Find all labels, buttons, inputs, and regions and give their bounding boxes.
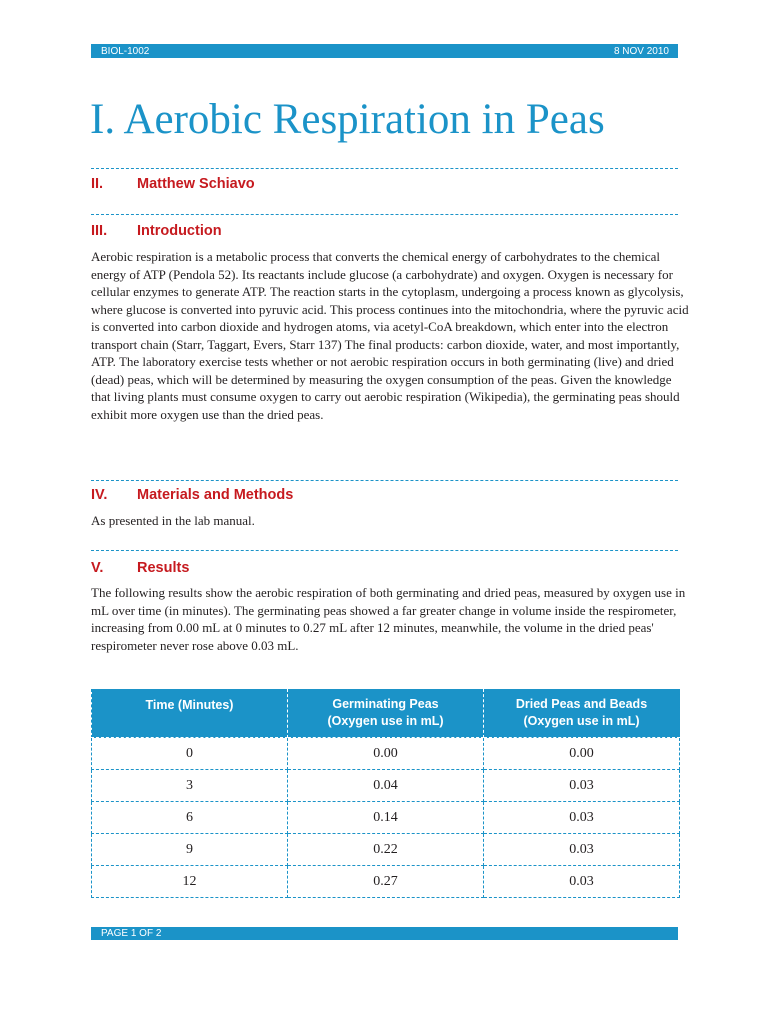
header-dried: Dried Peas and Beads (Oxygen use in mL): [484, 689, 680, 738]
author-heading: [91, 175, 255, 193]
germinating-cell: 0.04: [288, 770, 484, 802]
header-time: Time (Minutes): [92, 689, 288, 738]
results-heading: [91, 559, 189, 577]
table-row: [92, 834, 680, 866]
introduction-heading: [91, 222, 222, 240]
time-cell: 0: [92, 738, 288, 770]
course-code: BIOL-1002: [101, 45, 150, 57]
section-divider: [91, 550, 678, 551]
results-table: [91, 689, 680, 898]
table-row: [92, 802, 680, 834]
section-number: IV.: [91, 487, 108, 503]
table-row: [92, 770, 680, 802]
germinating-cell: 0.27: [288, 866, 484, 898]
section-title: Results: [137, 560, 190, 576]
dried-cell: 0.03: [484, 866, 680, 898]
dried-cell: 0.00: [484, 738, 680, 770]
methods-heading: [91, 486, 293, 504]
header-date: 8 NOV 2010: [613, 45, 669, 57]
table-row: [92, 738, 680, 770]
dried-cell: 0.03: [484, 770, 680, 802]
section-number: V.: [91, 560, 104, 576]
dried-cell: 0.03: [484, 802, 680, 834]
methods-body: As presented in the lab manual.: [91, 513, 255, 528]
table-header-row: [92, 689, 680, 738]
time-cell: 3: [92, 770, 288, 802]
section-divider: [91, 480, 678, 481]
dried-cell: 0.03: [484, 834, 680, 866]
section-number: II.: [91, 176, 104, 192]
table-row: [92, 866, 680, 898]
results-body: The following results show the aerobic respiration of both germinating and dried peas, measured by oxygen use in mL over time (in minutes). The germinating peas showed a far greater change in volume inside the respirometer, increasing from 0.00 mL at 0 minutes to 0.27 mL after 12 minutes, meanwhile, the volume in the dried peas' respirometer never rose above 0.03 mL.: [91, 585, 686, 653]
document-title: I. Aerobic Respiration in Peas: [90, 96, 605, 143]
section-title: Materials and Methods: [137, 487, 294, 503]
germinating-cell: 0.22: [288, 834, 484, 866]
header-bar: [91, 44, 678, 58]
section-divider: [91, 168, 678, 169]
time-cell: 12: [92, 866, 288, 898]
section-divider: [91, 214, 678, 215]
introduction-body: Aerobic respiration is a metabolic process that converts the chemical energy of carbohydrates to the chemical energy of ATP (Pendola 52). Its reactants include glucose (a carbohydrate) and oxygen. Oxygen is necessary for cellular enzymes to generate ATP. The reaction starts in the cytoplasm, undergoing a process known as glycolysis, where glucose is converted into pyruvic acid. This process continues into the mitochondria, where the pyruvic acid is converted into carbon dioxide and hydrogen atoms, via acetyl-CoA breakdown, which enter into the electron transport chain (Starr, Taggart, Evers, Starr 137) The final products: carbon dioxide, water, and most importantly, ATP. The laboratory exercise tests whether or not aerobic respiration occurs in both germinating (live) and dried (dead) peas, which will be determined by measuring the oxygen consumption of the peas. Given the knowledge that living plants must consume oxygen to carry out aerobic respiration (Wikipedia), the germinating peas should exhibit more oxygen use than the dried peas.: [91, 249, 689, 422]
time-cell: 9: [92, 834, 288, 866]
header-germinating: Germinating Peas (Oxygen use in mL): [288, 689, 484, 738]
section-number: III.: [91, 223, 108, 239]
section-title: Introduction: [137, 223, 222, 239]
germinating-cell: 0.00: [288, 738, 484, 770]
page-number: PAGE 1 OF 2: [101, 928, 162, 939]
germinating-cell: 0.14: [288, 802, 484, 834]
footer-bar: [91, 927, 678, 940]
author-name: Matthew Schiavo: [137, 176, 255, 192]
time-cell: 6: [92, 802, 288, 834]
